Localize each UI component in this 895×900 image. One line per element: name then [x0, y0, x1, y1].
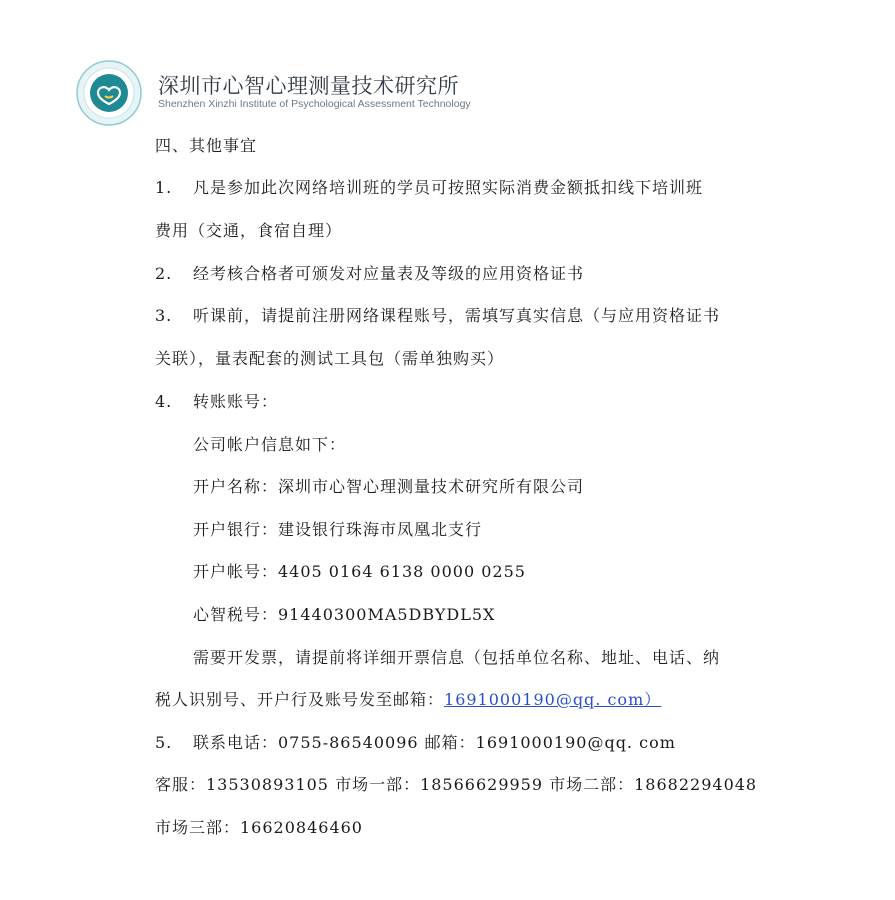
list-text: 转账账号： — [193, 392, 279, 411]
institute-logo-icon — [76, 60, 142, 126]
list-item-5 — [155, 733, 676, 753]
list-text: 经考核合格者可颁发对应量表及等级的应用资格证书 — [193, 264, 585, 283]
tax-number: 心智税号：91440300MA5DBYDL5X — [193, 605, 496, 624]
organization-name-cn: 深圳市心智心理测量技术研究所 — [158, 74, 459, 98]
invoice-email-link[interactable]: 1691000190@qq. com） — [444, 690, 662, 709]
account-name: 开户名称：深圳市心智心理测量技术研究所有限公司 — [193, 477, 585, 496]
list-item-1 — [155, 178, 703, 198]
organization-name-en: Shenzhen Xinzhi Institute of Psychological Assessment Technology — [158, 98, 471, 110]
list-text: 听课前，请提前注册网络课程账号，需填写真实信息（与应用资格证书 — [193, 306, 721, 325]
account-number: 开户帐号：4405 0164 6138 0000 0255 — [193, 562, 526, 581]
contact-line-2: 市场三部：16620846460 — [155, 818, 363, 837]
list-item-4 — [155, 392, 278, 412]
section-title: 四、其他事宜 — [155, 136, 258, 155]
list-text: 凡是参加此次网络培训班的学员可按照实际消费金额抵扣线下培训班 — [193, 178, 704, 197]
invoice-note: 需要开发票，请提前将详细开票信息（包括单位名称、地址、电话、纳 — [193, 648, 721, 667]
list-item-1-continuation: 费用（交通，食宿自理） — [155, 221, 343, 240]
contact-line-1: 客服：13530893105 市场一部：18566629959 市场二部：18682294048 — [155, 775, 758, 794]
list-item-2 — [155, 264, 584, 284]
list-number: 2. — [155, 264, 173, 283]
list-number: 1. — [155, 178, 173, 197]
account-bank: 开户银行：建设银行珠海市凤凰北支行 — [193, 520, 483, 539]
account-intro: 公司帐户信息如下： — [193, 435, 347, 454]
invoice-note-text: 税人识别号、开户行及账号发至邮箱： — [155, 690, 445, 709]
list-number: 4. — [155, 392, 173, 411]
list-item-3-continuation: 关联），量表配套的测试工具包（需单独购买） — [155, 349, 505, 368]
list-text: 联系电话：0755-86540096 邮箱：1691000190@qq. com — [193, 733, 676, 752]
list-number: 3. — [155, 306, 173, 325]
invoice-note-continuation — [155, 690, 661, 710]
list-item-3 — [155, 306, 720, 326]
list-number: 5. — [155, 733, 173, 752]
